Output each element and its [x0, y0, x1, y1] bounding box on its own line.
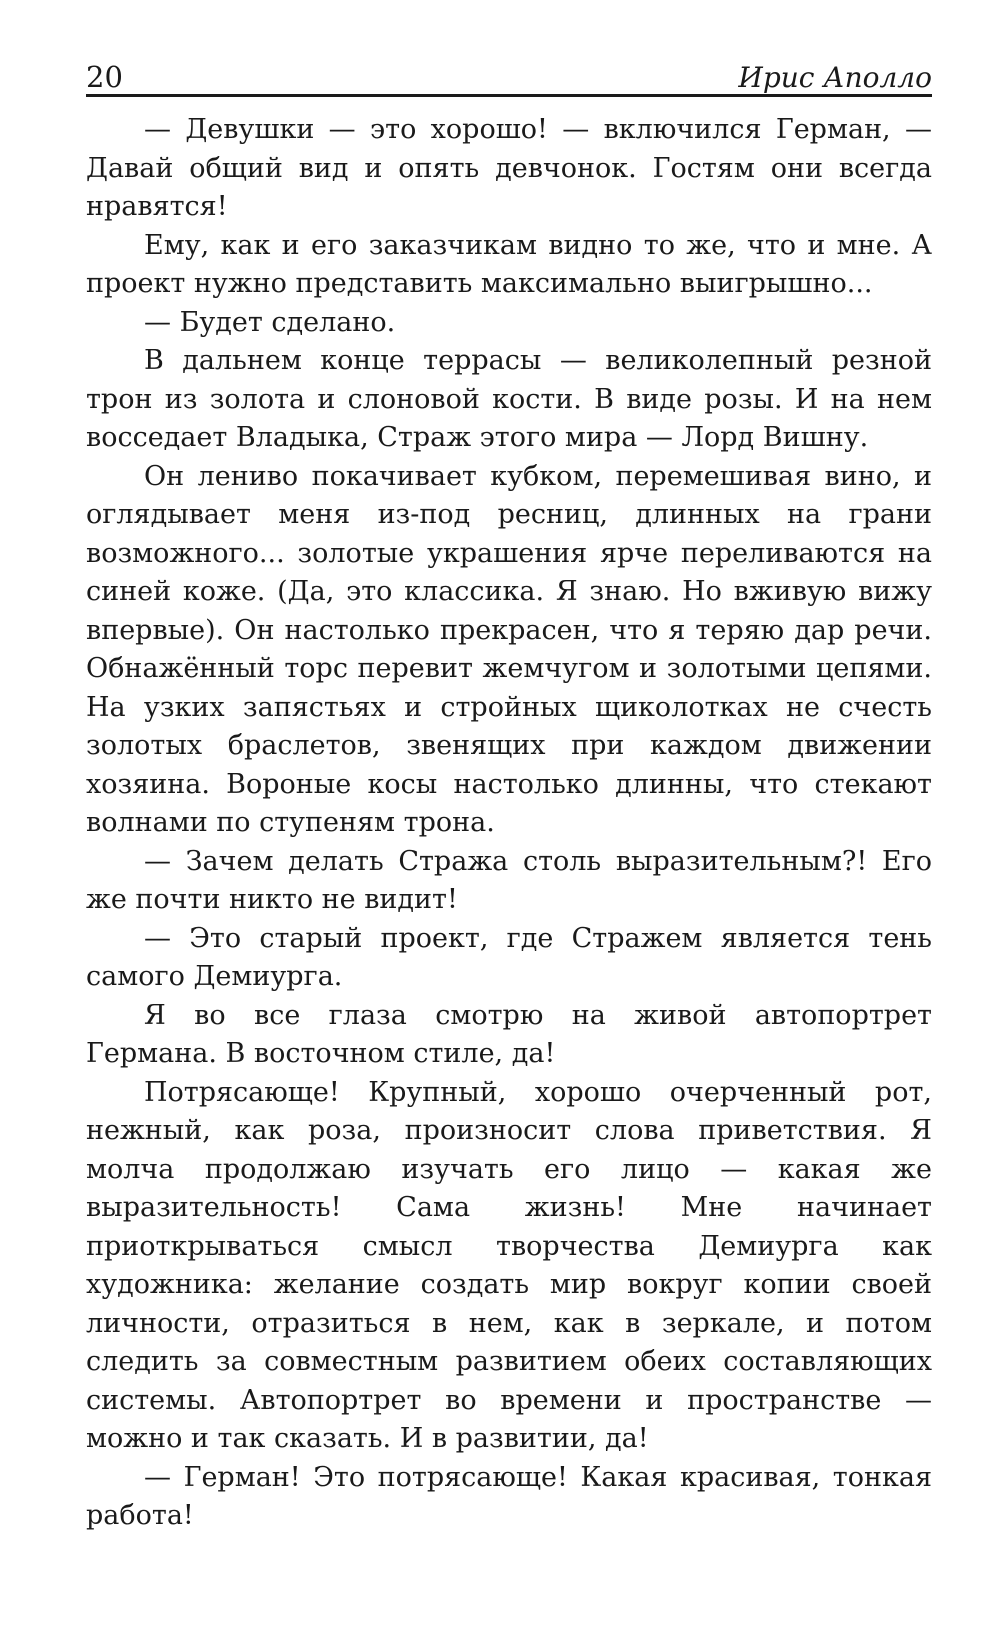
- paragraph: Он лениво покачивает кубком, перемешивая вино, и оглядывает меня из-под ресниц, длинных на грани возможного... золотые украшения ярче переливаются на синей коже. (Да, это классика. Я знаю. Но вживую вижу впервые). Он настолько прекрасен, что я теряю дар речи. Обнажённый торс перевит жемчугом и золотыми цепями. На узких запястьях и стройных щиколотках не счесть золотых браслетов, звенящих при каждом движении хозяина. Вороные косы настолько длинны, что стекают волнами по ступеням трона.: [86, 460, 932, 838]
- paragraph: — Это старый проект, где Стражем является тень самого Демиурга.: [86, 922, 932, 992]
- paragraph: — Будет сделано.: [144, 306, 396, 338]
- body-text: [86, 111, 932, 1536]
- book-page: [86, 52, 932, 1536]
- paragraph: Я во все глаза смотрю на живой автопортрет Германа. В восточном стиле, да!: [86, 999, 932, 1069]
- paragraph: В дальнем конце террасы — великолепный резной трон из золота и слоновой кости. В виде розы. И на нем восседает Владыка, Страж этого мира — Лорд Вишну.: [86, 345, 932, 453]
- paragraph: — Герман! Это потрясающе! Какая красивая, тонкая работа!: [86, 1461, 932, 1531]
- paragraph: Потрясающе! Крупный, хорошо очерченный рот, нежный, как роза, произносит слова приветствия. Я молча продолжаю изучать его лицо — какая же выразительность! Сама жизнь! Мне начинает приоткрываться смысл творчества Демиурга как художника: желание создать мир вокруг копии своей личности, отразиться в нем, как в зеркале, и потом следить за совместным развитием обеих составляющих системы. Автопортрет во времени и пространстве — можно и так сказать. И в развитии, да!: [86, 1076, 932, 1454]
- paragraph: — Зачем делать Стража столь выразительным?! Его же почти никто не видит!: [86, 845, 932, 915]
- running-head-author: Ирис Аполло: [738, 61, 932, 94]
- page-header: [86, 52, 932, 97]
- paragraph: Ему, как и его заказчикам видно то же, что и мне. А проект нужно представить максимально выигрышно...: [86, 229, 932, 299]
- page-number: 20: [86, 60, 123, 94]
- paragraph: — Девушки — это хорошо! — включился Герман, — Давай общий вид и опять девчонок. Гостям они всегда нравятся!: [86, 114, 932, 222]
